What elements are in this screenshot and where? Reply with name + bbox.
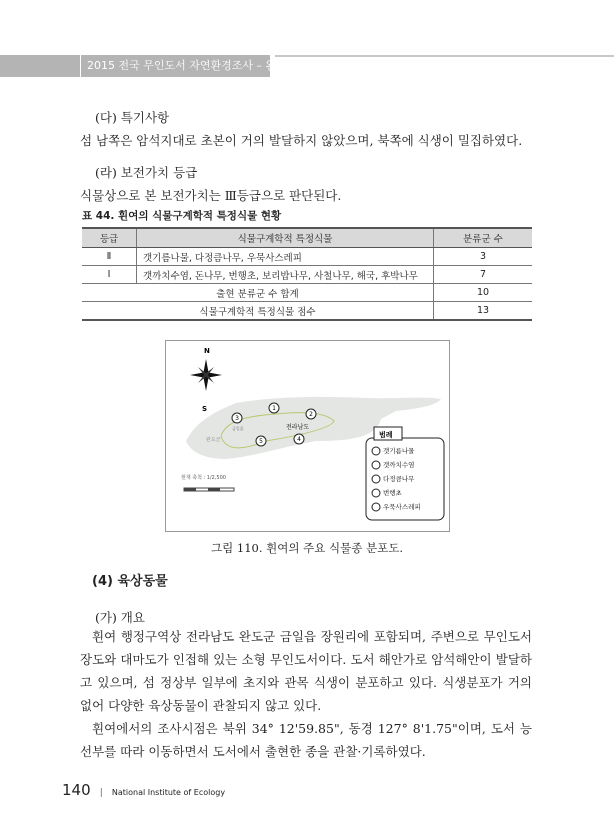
section-da-text: 섬 남쪽은 암석지대로 초본이 거의 발달하지 않았으며, 북쪽에 식생이 밀집하였다. [80, 133, 523, 148]
marker-3: 3 [235, 415, 239, 422]
paragraph: 휜여에서의 조사시점은 북위 34° 12'59.85", 동경 127° 8'1.75"이며, 도서 능선부를 따라 이동하면서 도서에서 출현한 종을 관찰·기록하였다. [80, 721, 532, 759]
section-ga-heading: (가) 개요 [95, 610, 145, 625]
marker-4: 4 [297, 436, 301, 443]
footer: 140 | National Institute of Ecology [62, 781, 226, 799]
section-ra-text: 식물상으로 본 보전가치는 Ⅲ등급으로 판단된다. [80, 188, 342, 203]
table-row [82, 248, 532, 266]
region-label: 전라남도 [286, 424, 310, 431]
table-row-total [82, 284, 532, 302]
distribution-map [165, 340, 450, 532]
section-ra-heading: (라) 보전가치 등급 [95, 165, 198, 180]
north-label: N [204, 347, 210, 355]
south-label: S [202, 405, 208, 413]
marker-1: 1 [272, 405, 276, 412]
score-value: 13 [434, 302, 533, 321]
marker-5: 5 [259, 438, 263, 445]
footer-org: National Institute of Ecology [111, 788, 226, 797]
col-plants: 식물구계학적 특정식물 [137, 228, 434, 248]
cell-plants: 갯기름나물, 다정큼나무, 우묵사스레피 [137, 248, 434, 266]
legend-item: 번행초 [383, 489, 402, 497]
legend-item: 다정큼나무 [383, 475, 415, 483]
body-text [80, 625, 532, 763]
section-4-heading: (4) 육상동물 [92, 574, 168, 589]
legend-item: 갯기름나물 [383, 447, 415, 455]
total-value: 10 [434, 284, 533, 302]
page-number: 140 [62, 781, 91, 799]
plant-table [82, 227, 532, 321]
compass-rose-icon [190, 359, 222, 391]
cell-grade: Ⅱ [82, 248, 137, 266]
town-label: 금일읍 [232, 426, 244, 431]
legend-title: 범례 [379, 431, 393, 439]
table-row [82, 266, 532, 284]
cell-count: 7 [434, 266, 533, 284]
total-label: 출현 분류군 수 합계 [82, 284, 434, 302]
legend-item: 우묵사스레피 [383, 503, 421, 511]
cell-grade: Ⅰ [82, 266, 137, 284]
legend [366, 427, 444, 520]
paragraph: 휜여 행정구역상 전라남도 완도군 금일읍 장원리에 포함되며, 주변으로 무인도서 장도와 대마도가 인접해 있는 소형 무인도서이다. 도서 해안가로 암석해안이 발달하고 있으며, 섬 정상부 일부에 초지와 관목 식생이 분포하고 있다. 식생분포가 거의 없어 다양한 육상동물이 관찰되지 않고 있다. [80, 629, 532, 713]
marker-2: 2 [309, 411, 313, 418]
header-rule [275, 55, 614, 57]
score-label: 식물구계학적 특정식물 점수 [82, 302, 434, 321]
cell-count: 3 [434, 248, 533, 266]
col-grade: 등급 [82, 228, 137, 248]
legend-item: 갯까치수염 [383, 461, 415, 469]
col-count: 분류군 수 [434, 228, 533, 248]
cell-plants: 갯까치수염, 돈나무, 번행초, 보리밥나무, 사철나무, 해국, 후박나무 [137, 266, 434, 284]
county-label: 완도군 [206, 437, 221, 443]
scale-bar [184, 488, 234, 491]
section-da-heading: (다) 특기사항 [95, 110, 170, 125]
table-row-score [82, 302, 532, 321]
table-caption: 표 44. 휜여의 식물구계학적 특정식물 현황 [82, 210, 282, 222]
scale-label: 현재 축척 : 1/2,500 [181, 475, 226, 481]
running-header: 2015 전국 무인도서 자연환경조사 – 완도 권역 [80, 55, 312, 77]
figure-caption: 그림 110. 휜여의 주요 식물종 분포도. [211, 541, 403, 555]
